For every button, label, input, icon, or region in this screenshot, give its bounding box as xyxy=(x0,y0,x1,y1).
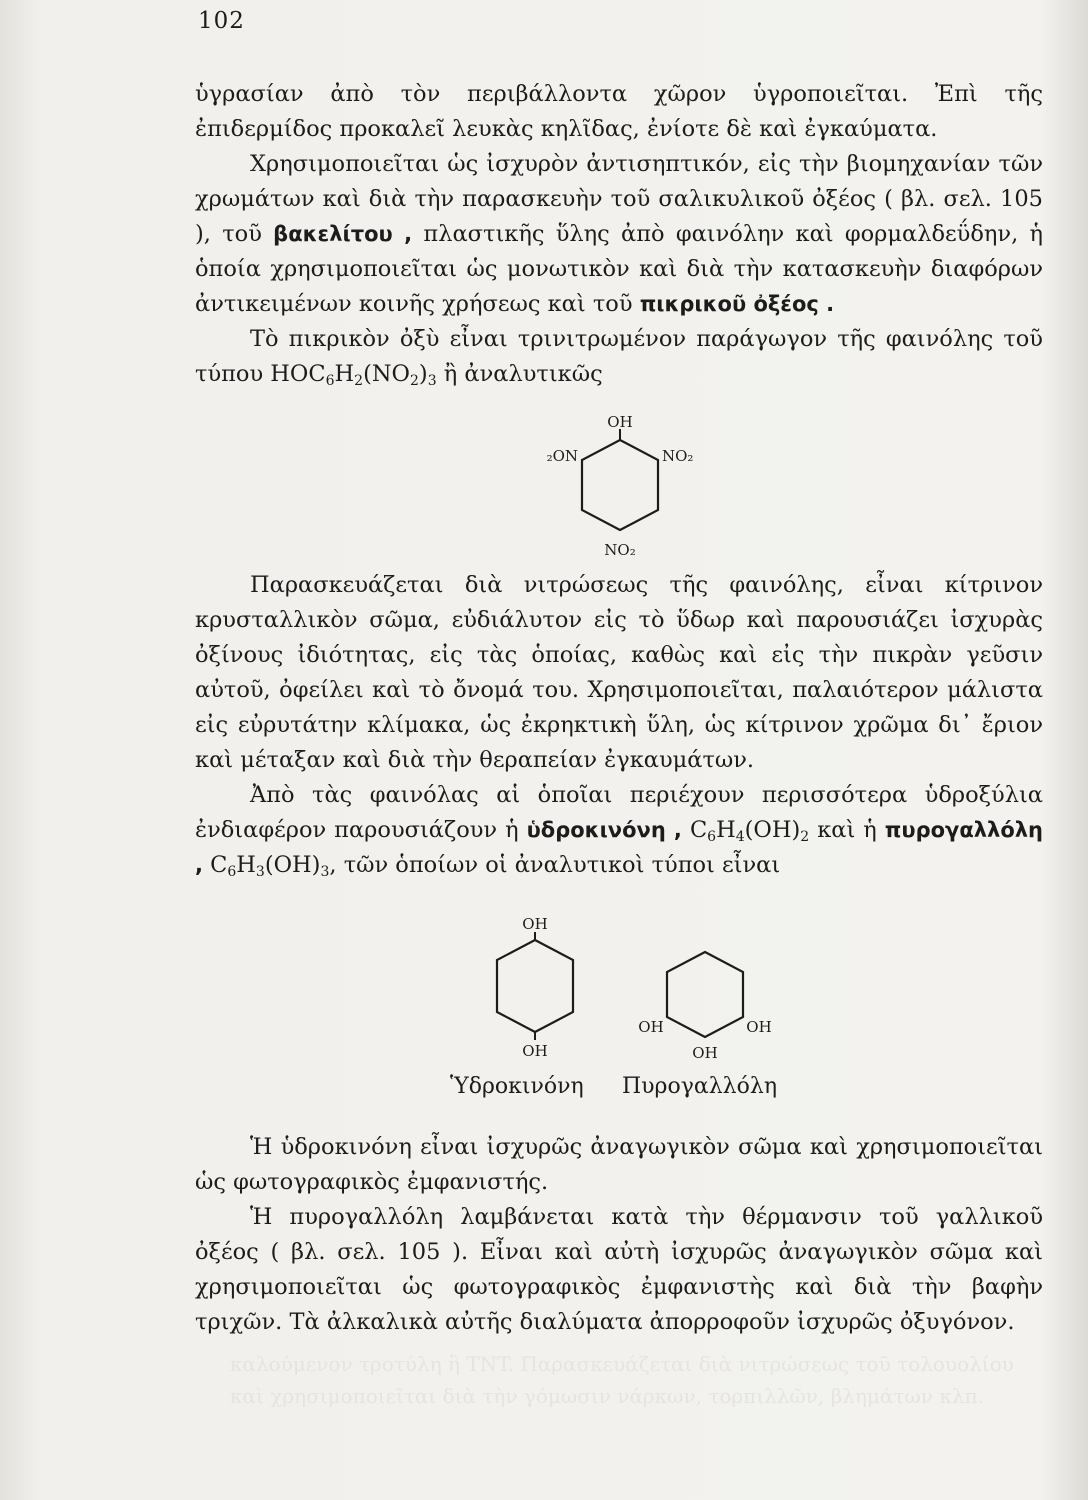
label-top-oh: OH xyxy=(522,915,548,933)
polyphenols-text-b: καὶ ἡ xyxy=(817,817,877,843)
page-number: 102 xyxy=(198,8,245,34)
formula-hydroquinone: $C_6H_4(OH)_2$ xyxy=(689,817,810,845)
benzene-ring xyxy=(582,440,658,530)
caption-pyrogallol: Πυρογαλλόλη xyxy=(622,1074,777,1099)
label-oh: OH xyxy=(607,415,633,431)
term-hydroquinone: ὑδροκινόνη , xyxy=(526,818,682,842)
term-bakelite: βακελίτου , xyxy=(273,222,413,246)
bleed-through-text: καλούμενον τροτύλη ἢ TNT. Παρασκευάζεται διὰ νιτρώσεως τοῦ τολουολίου καὶ χρησιμοποιεῖται διὰ τὴν γόμωσιν νάρκων, τορπιλλῶν, βλημάτων κλπ. xyxy=(230,1352,1014,1408)
label-left-no2: ₂ON xyxy=(546,447,578,465)
formula-picric: $HOC_6H_2(NO_2)_3$ xyxy=(270,361,437,389)
paragraph-hydroquinone: Ἡ ὑδροκινόνη εἶναι ἰσχυρῶς ἀναγωγικὸν σῶμα καὶ χρησιμοποιεῖται ὡς φωτογραφικὸς ἐμφανιστής. xyxy=(195,1134,1043,1195)
formula-pyrogallol: $C_6H_3(OH)_3$, xyxy=(210,852,337,880)
paragraph-pyrogallol: Ἡ πυρογαλλόλη λαμβάνεται κατὰ τὴν θέρμανσιν τοῦ γαλλικοῦ ὀξέος ( βλ. σελ. 105 ). Εἶναι καὶ αὐτὴ ἰσχυρῶς ἀναγωγικὸν σῶμα καὶ χρησιμοποιεῖται ὡς φωτογραφικὸς ἐμφανιστὴς καὶ διὰ τὴν βαφὴν τριχῶν. Τὰ ἀλκαλικὰ αὐτῆς διαλύματα ἀπορροφοῦν ἰσχυρῶς ὀξυγόνον. xyxy=(195,1204,1043,1335)
paragraph-preparation: Παρασκευάζεται διὰ νιτρώσεως τῆς φαινόλης, εἶναι κίτρινον κρυσταλλικὸν σῶμα, εὐδιάλυτον εἰς τὸ ὕδωρ καὶ παρουσιάζει ἰσχυρὰς ὀξίνους ἰδιότητας, εἰς τὰς ὁποίας, καθὼς καὶ εἰς τὴν πικρὰν γεῦσιν αὐτοῦ, ὀφείλει καὶ τὸ ὄνομά του. Χρησιμοποιεῖται, παλαιότερον μάλιστα εἰς εὐρυτάτην κλίμακα, ὡς ἐκρηκτικὴ ὕλη, ὡς κίτρινον χρῶμα δι᾽ ἔριον καὶ μέταξαν καὶ διὰ τὴν θεραπείαν ἐγκαυμάτων. xyxy=(195,572,1043,773)
benzene-ring xyxy=(667,952,743,1037)
term-picric-acid: πικρικοῦ ὀξέος . xyxy=(639,292,835,316)
label-bottom-oh: OH xyxy=(522,1042,548,1060)
text-block-top xyxy=(195,77,1043,392)
polyphenols-text-a: Ἀπὸ τὰς φαινόλας αἱ ὁποῖαι περιέχουν περισσότερα ὑδροξύλια ἐνδιαφέρον παρουσιάζουν ἡ xyxy=(195,782,1043,843)
label-bottom-oh: OH xyxy=(692,1044,718,1062)
label-right-no2: NO₂ xyxy=(662,447,694,465)
benzene-ring xyxy=(497,940,573,1032)
polyphenols-text-c: τῶν ὁποίων οἱ ἀναλυτικοὶ τύποι εἶναι xyxy=(343,852,781,878)
caption-hydroquinone: Ὑδροκινόνη xyxy=(450,1074,584,1099)
text-block-middle xyxy=(195,568,1043,883)
text-block-bottom xyxy=(195,1130,1043,1340)
hydroquinone-structure xyxy=(470,912,610,1067)
uses-text-a: Χρησιμοποιεῖται ὡς ἰσχυρὸν ἀντισηπτικόν, εἰς τὴν βιομηχανίαν τῶν χρωμάτων καὶ διὰ τὴν παρασκευὴν τοῦ σαλικυλικοῦ ὀξέος ( βλ. σελ. 105 ), τοῦ xyxy=(195,151,1043,247)
label-bottom-no2: NO₂ xyxy=(604,541,636,559)
pyrogallol-structure xyxy=(625,912,795,1067)
paragraph-humidity: ὑγρασίαν ἀπὸ τὸν περιβάλλοντα χῶρον ὑγροποιεῖται. Ἐπὶ τῆς ἐπιδερμίδος προκαλεῖ λευκὰς κηλῖδας, ἐνίοτε δὲ καὶ ἐγκαύματα. xyxy=(195,81,1043,142)
term-pyrogallol: πυρογαλλόλη , xyxy=(195,818,1044,877)
paragraph-picric xyxy=(195,322,1043,392)
label-left-oh: OH xyxy=(638,1018,664,1036)
uses-text-b: πλαστικῆς ὕλης ἀπὸ φαινόλην καὶ φορμαλδεΰδην, ἡ ὁποία χρησιμοποιεῖται ὡς μονωτικὸν καὶ διὰ τὴν κατασκευὴν διαφόρων ἀντικειμένων κοινῆς χρήσεως καὶ τοῦ xyxy=(195,221,1043,317)
paragraph-uses xyxy=(195,147,1043,322)
picric-acid-structure xyxy=(520,415,720,565)
label-right-oh: OH xyxy=(746,1018,772,1036)
paragraph-polyphenols xyxy=(195,778,1043,883)
picric-text-a: Τὸ πικρικὸν ὀξὺ εἶναι τρινιτρωμένον παράγωγον τῆς φαινόλης τοῦ τύπου xyxy=(195,326,1043,387)
picric-text-b: ἢ ἀναλυτικῶς xyxy=(443,361,603,387)
